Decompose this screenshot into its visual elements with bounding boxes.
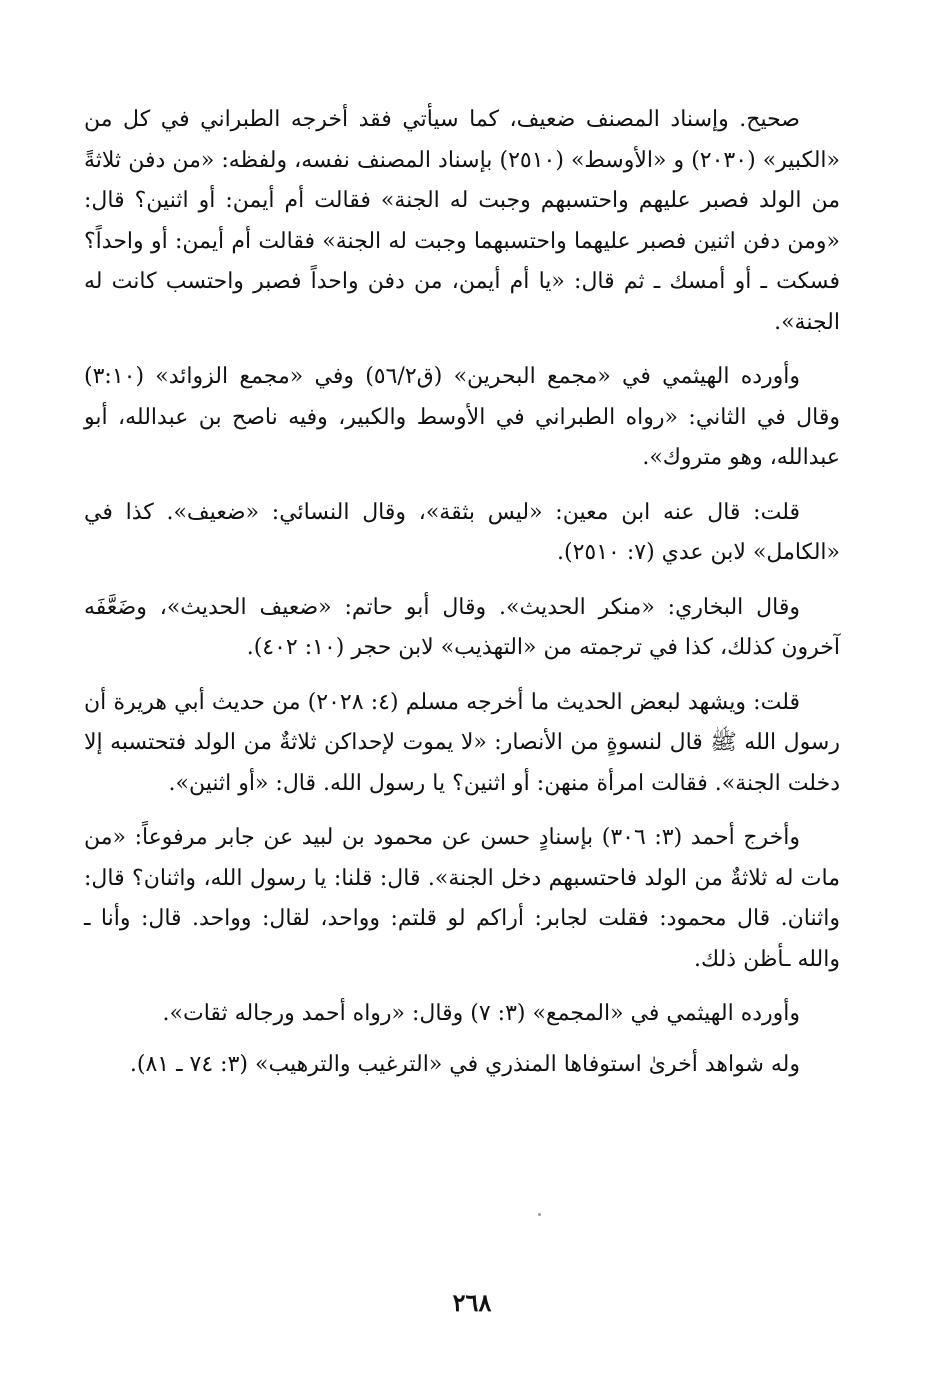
paragraph-3: قلت: قال عنه ابن معين: «ليس بثقة»، وقال النسائي: «ضعيف». كذا في «الكامل» لابن عدي (٧: ٢٥١٠). <box>84 499 840 565</box>
paragraph-1: صحيح. وإسناد المصنف ضعيف، كما سيأتي فقد أخرجه الطبراني في كل من «الكبير» (٢٠٣٠) و «الأوسط» (٢٥١٠) بإسناد المصنف نفسه، ولفظه: «من دفن ثلاثةً من الولد فصبر عليهم واحتسبهم وجبت له الجنة» فقالت أم أيمن: أو اثنين؟ قال: «ومن دفن اثنين فصبر عليهما واحتسبهما وجبت له الجنة» فقالت أم أيمن: أو واحداً؟ فسكت ـ أو أمسك ـ ثم قال: «يا أم أيمن، من دفن واحداً فصبر واحتسب كانت له الجنة». <box>84 107 840 335</box>
body-text <box>84 100 840 1095</box>
paragraph-2: وأورده الهيثمي في «مجمع البحرين» (ق٥٦/٢) وفي «مجمع الزوائد» (٣:١٠) وقال في الثاني: «رواه الطبراني في الأوسط والكبير، وفيه ناصح بن عبدالله، أبو عبدالله، وهو متروك». <box>84 364 840 470</box>
page-number: ٢٦٨ <box>452 1288 492 1317</box>
paragraph-5: قلت: ويشهد لبعض الحديث ما أخرجه مسلم (٤: ٢٠٢٨) من حديث أبي هريرة أن رسول الله ﷺ قال لنسوةٍ من الأنصار: «لا يموت لإحداكن ثلاثةٌ من الولد فتحتسبه إلا دخلت الجنة». فقالت امرأة منهن: أو اثنين؟ يا رسول الله. قال: «أو اثنين». <box>84 689 840 796</box>
paragraph-4: وقال البخاري: «منكر الحديث». وقال أبو حاتم: «ضعيف الحديث»، وضَعَّفَه آخرون كذلك، كذا في ترجمته من «التهذيب» لابن حجر (١٠: ٤٠٢). <box>84 594 840 660</box>
paragraph-7: وأورده الهيثمي في «المجمع» (٣: ٧) وقال: «رواه أحمد ورجاله ثقات». <box>162 1001 800 1026</box>
paragraph-8: وله شواهد أخرىٰ استوفاها المنذري في «الترغيب والترهيب» (٣: ٧٤ ـ ٨١). <box>129 1051 800 1077</box>
scan-speck <box>538 1213 541 1216</box>
paragraph-6: وأخرج أحمد (٣: ٣٠٦) بإسنادٍ حسن عن محمود بن لبيد عن جابر مرفوعاً: «من مات له ثلاثةٌ من الولد فاحتسبهم دخل الجنة». قال: قلنا: يا رسول الله، واثنان؟ قال: واثنان. قال محمود: فقلت لجابر: أراكم لو قلتم: وواحد، لقال: وواحد. قال: وأنا ـ والله ـأظن ذلك. <box>84 825 840 972</box>
